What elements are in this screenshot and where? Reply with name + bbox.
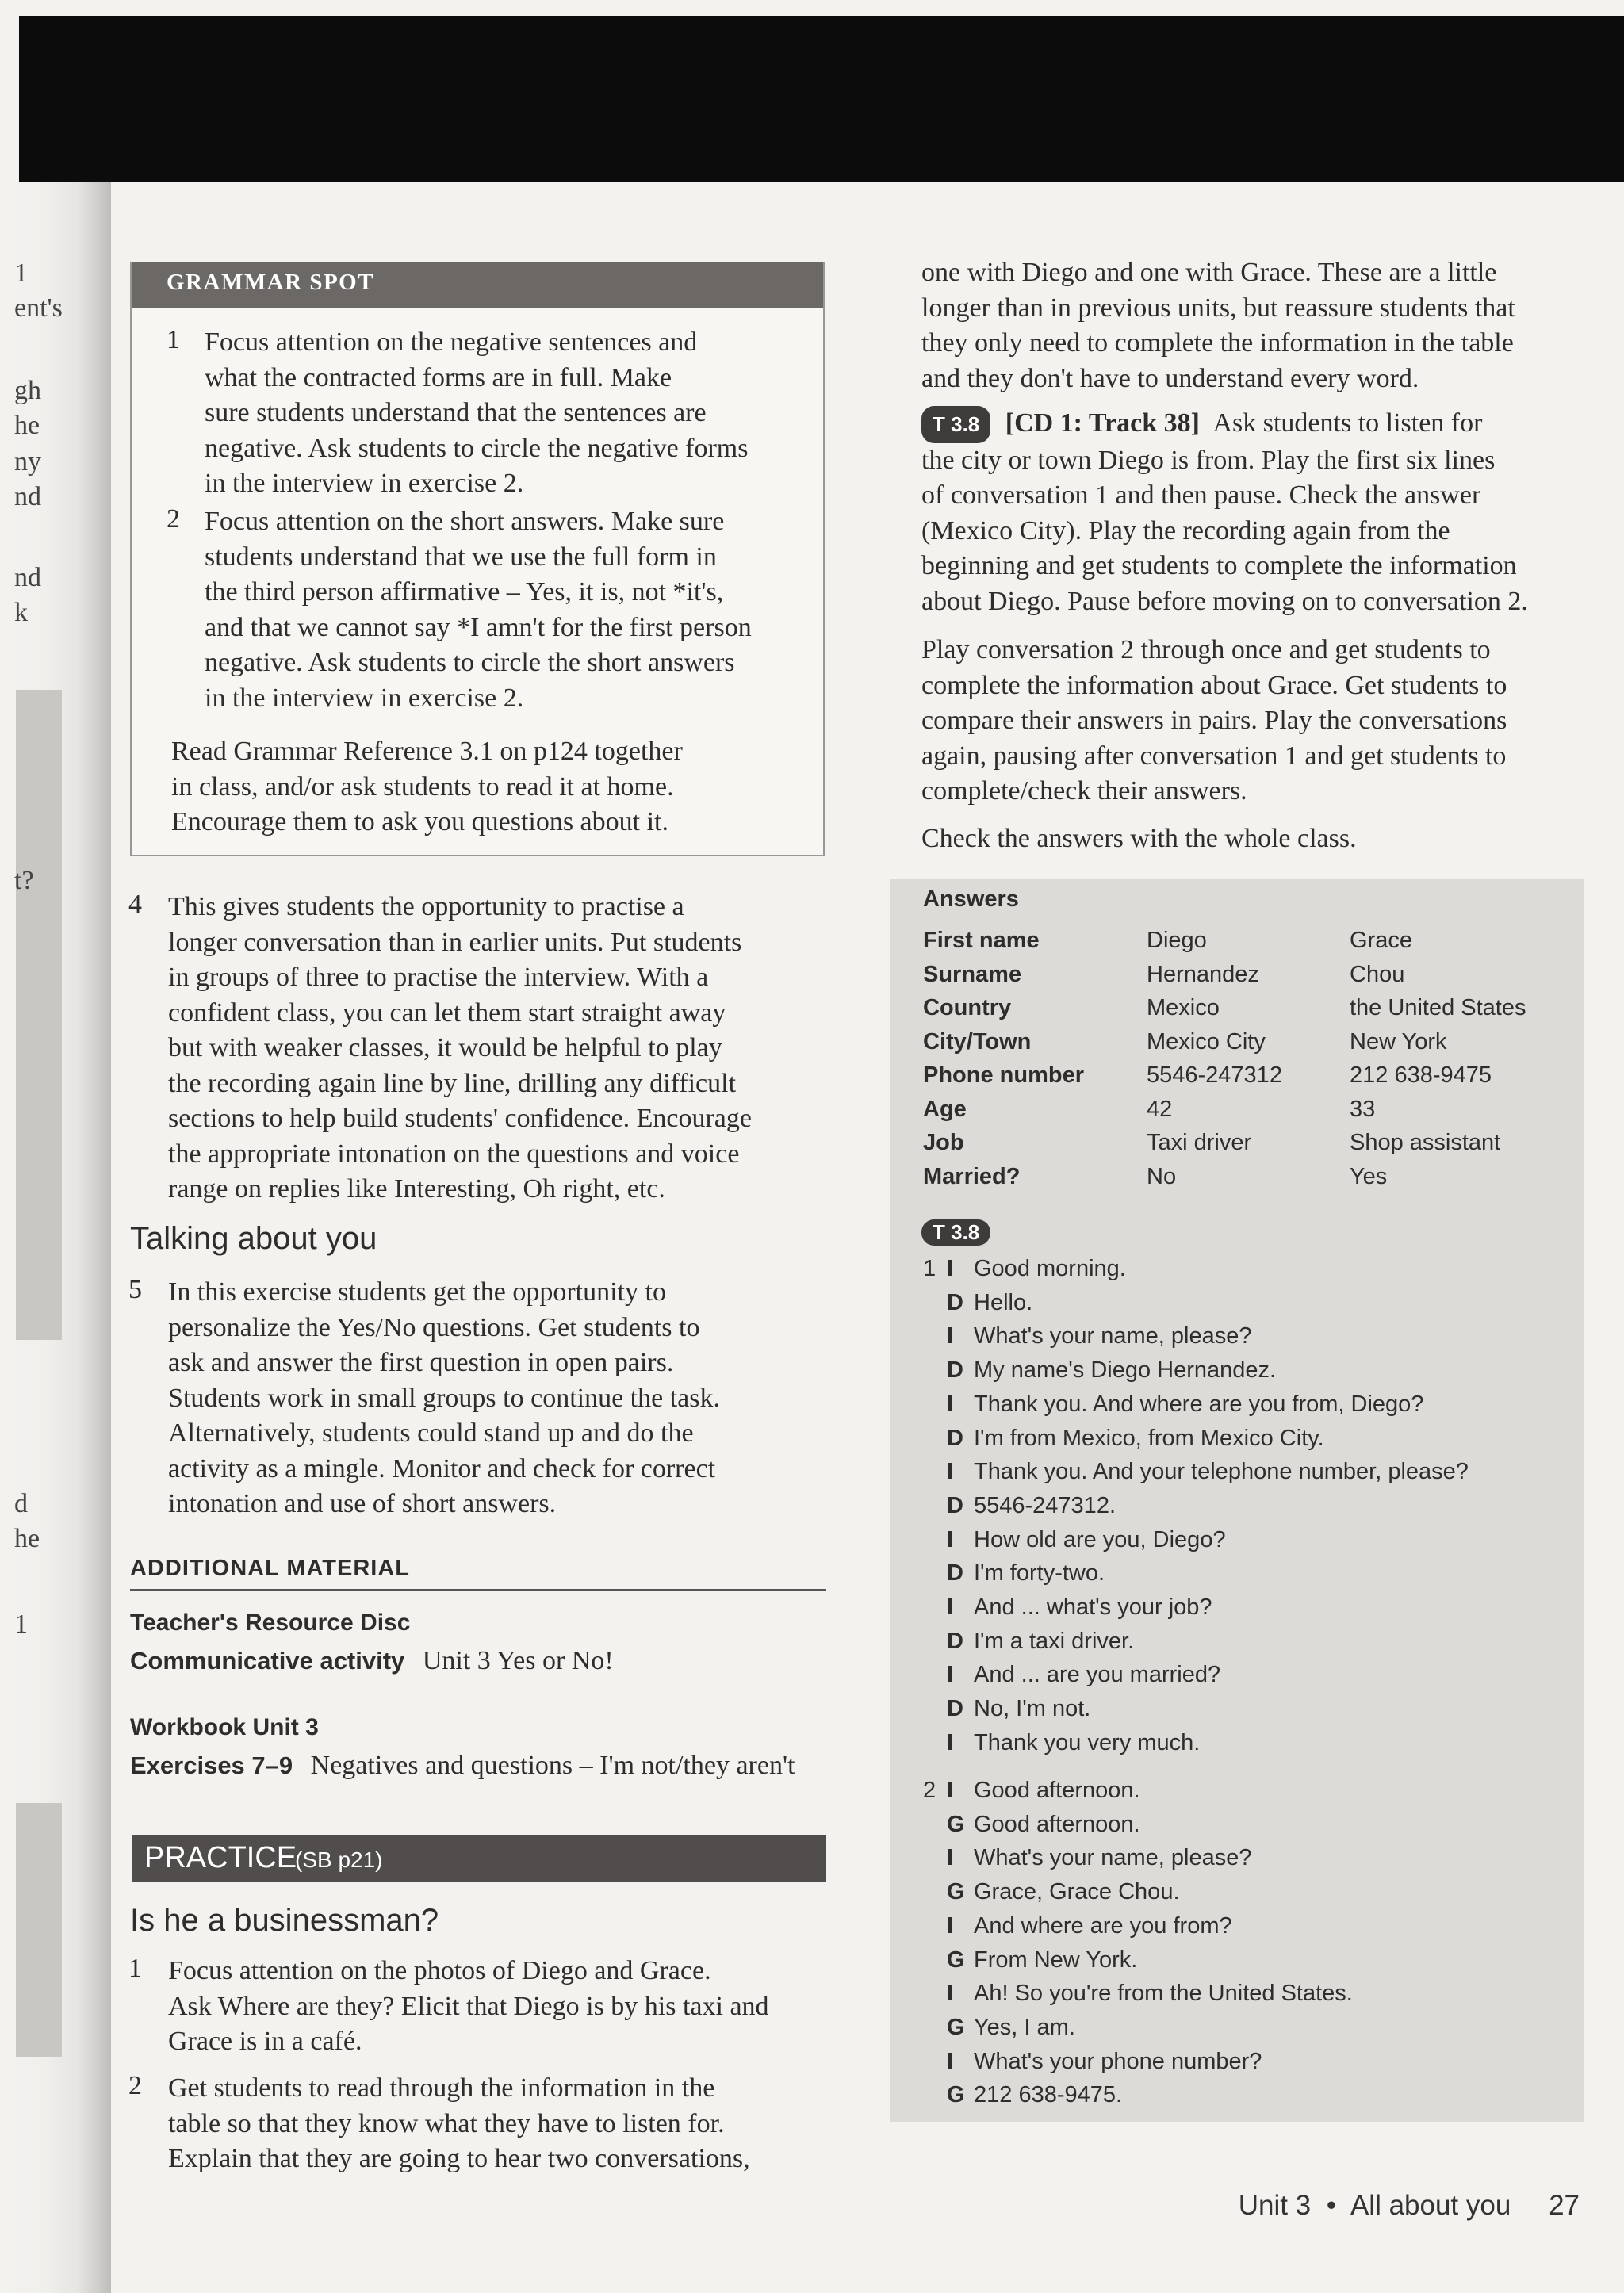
transcript-text: Thank you very much. <box>974 1729 1201 1755</box>
answer-diego-value: 42 <box>1147 1096 1173 1122</box>
text-line: Focus attention on the negative sentences and <box>205 327 698 357</box>
talking-about-you-heading: Talking about you <box>130 1221 377 1256</box>
conversation-number: 1 <box>923 1256 936 1281</box>
item-number: 1 <box>167 325 180 354</box>
text-line: confident class, you can let them start straight away <box>168 997 726 1028</box>
workbook-title: Workbook Unit 3 <box>130 1714 319 1740</box>
footer-unit: Unit 3 <box>1238 2190 1312 2221</box>
activity-text: Unit 3 Yes or No! <box>422 1646 614 1675</box>
practice-subheading: Is he a businessman? <box>130 1903 439 1938</box>
track-label: [CD 1: Track 38] <box>1005 408 1200 438</box>
footer-title: All about you <box>1350 2190 1511 2221</box>
conversation-number: 2 <box>923 1778 936 1803</box>
grammar-spot-box <box>130 262 825 856</box>
transcript-line <box>923 1323 1252 1349</box>
text-line: Encourage them to ask you questions about it. <box>171 807 668 836</box>
transcript-line <box>923 1981 1353 2007</box>
speaker-initial: I <box>947 1459 954 1485</box>
speaker-initial: I <box>947 1981 954 2007</box>
transcript-line <box>923 1560 1105 1587</box>
transcript-text: Good afternoon. <box>974 1778 1140 1803</box>
item-number: 4 <box>128 890 142 919</box>
transcript-line <box>923 1290 1032 1316</box>
text-line: Read Grammar Reference 3.1 on p124 together <box>171 737 683 766</box>
text-line: again, pausing after conversation 1 and get students to <box>921 741 1507 771</box>
text-line: Focus attention on the photos of Diego and Grace. <box>168 1956 711 1985</box>
transcript-line <box>923 1256 1126 1282</box>
text-line: in class, and/or ask students to read it at home. <box>171 771 674 802</box>
text-line: longer conversation than in earlier units. Put students <box>168 927 742 957</box>
exercises-text: Negatives and questions – I'm not/they aren't <box>310 1751 795 1780</box>
text-line: negative. Ask students to circle the short answers <box>205 648 735 677</box>
speaker-initial: I <box>947 1323 954 1349</box>
text-line: Play conversation 2 through once and get students to <box>921 635 1491 664</box>
speaker-initial: G <box>947 1811 965 1837</box>
fragment-text: nd <box>14 482 41 511</box>
text-line: and that we cannot say *I amn't for the first person <box>205 612 752 642</box>
answer-grace-value: New York <box>1350 1028 1447 1055</box>
text-line: longer than in previous units, but reassure students that <box>921 293 1515 323</box>
transcript-text: What's your name, please? <box>974 1845 1252 1871</box>
transcript-badge-wrap <box>921 1219 990 1246</box>
transcript-text: My name's Diego Hernandez. <box>974 1357 1277 1384</box>
transcript-text: 212 638-9475. <box>974 2082 1123 2108</box>
text-line: students understand that we use the full form in <box>205 542 717 572</box>
answer-grace-value: Yes <box>1350 1163 1388 1189</box>
section-rule <box>130 1589 826 1591</box>
text-line: range on replies like Interesting, Oh right, etc. <box>168 1174 665 1204</box>
transcript-line <box>923 1730 1200 1756</box>
speaker-initial: I <box>947 1391 954 1417</box>
speaker-initial: G <box>947 1947 965 1973</box>
text-line: Explain that they are going to hear two conversations, <box>168 2144 750 2173</box>
text-line: compare their answers in pairs. Play the conversations <box>921 706 1507 735</box>
transcript-line <box>923 1845 1252 1871</box>
text-line: the appropriate intonation on the questions and voice <box>168 1139 740 1169</box>
answer-grace-value: Grace <box>1350 928 1412 953</box>
text-line: Ask Where are they? Elicit that Diego is by his taxi and <box>168 1991 769 2021</box>
transcript-line <box>923 1594 1212 1621</box>
text-line: Focus attention on the short answers. Make sure <box>205 507 725 536</box>
speaker-initial: D <box>947 1289 963 1315</box>
right-column-intro <box>921 255 1515 396</box>
track-instructions <box>921 406 1528 619</box>
transcript-line <box>923 1391 1423 1418</box>
speaker-initial: I <box>947 1662 954 1688</box>
text-line: intonation and use of short answers. <box>168 1489 557 1518</box>
answer-row-label: First name <box>923 928 1040 953</box>
text-line: This gives students the opportunity to practise a <box>168 892 684 921</box>
text-line: complete/check their answers. <box>921 776 1247 806</box>
answer-row-label: Phone number <box>923 1062 1085 1088</box>
transcript-text: And ... what's your job? <box>974 1594 1212 1620</box>
transcript-text: And ... are you married? <box>974 1662 1221 1688</box>
answers-panel <box>890 879 1584 2122</box>
text-line <box>921 406 1528 443</box>
practice-title: PRACTICE <box>144 1841 297 1874</box>
transcript-line <box>923 1357 1276 1384</box>
text-line: Students work in small groups to continue the task. <box>168 1383 720 1413</box>
transcript-text: What's your phone number? <box>974 2048 1262 2074</box>
top-black-band <box>19 16 1624 182</box>
text-line: what the contracted forms are in full. Make <box>205 362 672 392</box>
check-answers-text <box>921 821 1357 857</box>
answer-row-label: Country <box>923 995 1012 1020</box>
text-line: table so that they know what they have to listen for. <box>168 2108 725 2138</box>
text-line: Check the answers with the whole class. <box>921 824 1357 853</box>
answer-diego-value: 5546-247312 <box>1147 1062 1282 1088</box>
transcript-line <box>923 2015 1075 2041</box>
communicative-activity-line <box>130 1646 614 1676</box>
transcript-text: I'm from Mexico, from Mexico City. <box>974 1425 1324 1451</box>
text-line: about Diego. Pause before moving on to conversation 2. <box>921 586 1528 616</box>
grammar-item-1 <box>205 325 748 502</box>
text-line: sections to help build students' confidence. Encourage <box>168 1104 752 1133</box>
footer-bullet: • <box>1326 2190 1337 2221</box>
transcript-text: Yes, I am. <box>974 2014 1075 2040</box>
text-line: Alternatively, students could stand up and do the <box>168 1418 694 1448</box>
speaker-initial: D <box>947 1492 963 1518</box>
exercises-label: Exercises 7–9 <box>130 1751 293 1779</box>
additional-material-heading: ADDITIONAL MATERIAL <box>130 1556 411 1581</box>
speaker-initial: G <box>947 2082 965 2108</box>
text-line: activity as a mingle. Monitor and check for correct <box>168 1453 716 1483</box>
text-line: Grace is in a café. <box>168 2027 362 2056</box>
transcript-text: Thank you. And where are you from, Diego? <box>974 1391 1424 1417</box>
speaker-initial: I <box>947 1845 954 1871</box>
transcript-text: How old are you, Diego? <box>974 1526 1226 1552</box>
exercise-4-text <box>168 890 752 1208</box>
text-line: In this exercise students get the opportunity to <box>168 1277 666 1307</box>
speaker-initial: I <box>947 1256 954 1281</box>
transcript-line <box>923 2049 1262 2075</box>
text-line: Get students to read through the information in the <box>168 2073 715 2103</box>
transcript-text: I'm a taxi driver. <box>974 1628 1135 1654</box>
answer-row-label: Job <box>923 1130 964 1155</box>
text-line: they only need to complete the information in the table <box>921 328 1514 358</box>
answer-grace-value: 33 <box>1350 1096 1376 1122</box>
practice-item-2 <box>168 2071 750 2177</box>
transcript-line <box>923 2082 1122 2108</box>
item-number: 5 <box>128 1275 142 1304</box>
transcript-line <box>923 1879 1180 1905</box>
answer-diego-value: Diego <box>1147 928 1207 953</box>
answer-row-label: Age <box>923 1096 967 1122</box>
answer-grace-value: Shop assistant <box>1350 1130 1501 1155</box>
text-line: beginning and get students to complete the information <box>921 551 1517 580</box>
fragment-text: 1 <box>14 258 28 288</box>
exercise-5-text <box>168 1275 720 1522</box>
practice-banner <box>132 1835 826 1882</box>
transcript-text: And where are you from? <box>974 1912 1232 1939</box>
answer-diego-value: Mexico City <box>1147 1028 1266 1055</box>
text-line: complete the information about Grace. Get students to <box>921 670 1507 700</box>
answer-row-label: City/Town <box>923 1028 1032 1055</box>
transcript-text: 5546-247312. <box>974 1492 1116 1518</box>
answers-title: Answers <box>923 886 1019 912</box>
fragment-text: d <box>14 1489 28 1518</box>
speaker-initial: G <box>947 1879 965 1905</box>
practice-item-1 <box>168 1954 769 2060</box>
grammar-reference-note <box>171 734 683 840</box>
transcript-line <box>923 1459 1469 1485</box>
fragment-text: gh <box>14 376 41 405</box>
facing-page-fragments <box>0 182 102 2293</box>
transcript-line <box>923 1493 1116 1519</box>
item-number: 2 <box>167 504 180 534</box>
answer-diego-value: Taxi driver <box>1147 1130 1252 1155</box>
transcript-text: From New York. <box>974 1947 1138 1973</box>
transcript-text: Ah! So you're from the United States. <box>974 1981 1353 2007</box>
speaker-initial: D <box>947 1628 963 1654</box>
conversation-2-instructions <box>921 633 1507 810</box>
transcript-text: Thank you. And your telephone number, please? <box>974 1459 1469 1485</box>
transcript-line <box>923 1913 1232 1939</box>
page-number: 27 <box>1549 2190 1580 2221</box>
speaker-initial: D <box>947 1425 963 1451</box>
track-badge: T 3.8 <box>921 406 990 443</box>
fragment-text: he <box>14 1524 40 1553</box>
transcript-line <box>923 1527 1226 1553</box>
page-footer <box>1239 2190 1580 2222</box>
text-line: in the interview in exercise 2. <box>205 683 524 713</box>
answer-grace-value: Chou <box>1350 961 1405 987</box>
text-line: and they don't have to understand every word. <box>921 363 1419 393</box>
transcript-line <box>923 1812 1140 1838</box>
transcript-text: What's your name, please? <box>974 1323 1252 1349</box>
text-line: the city or town Diego is from. Play the first six lines <box>921 445 1496 475</box>
transcript-badge: T 3.8 <box>921 1219 990 1246</box>
workbook-exercises-line <box>130 1751 795 1781</box>
speaker-initial: I <box>947 1912 954 1939</box>
speaker-initial: D <box>947 1357 963 1384</box>
speaker-initial: I <box>947 1594 954 1620</box>
transcript-text: I'm forty-two. <box>974 1560 1105 1587</box>
answer-grace-value: 212 638-9475 <box>1350 1062 1492 1088</box>
transcript-text: Hello. <box>974 1289 1033 1315</box>
grammar-spot-title: GRAMMAR SPOT <box>167 270 375 295</box>
grammar-item-2 <box>205 504 752 716</box>
answer-row-label: Married? <box>923 1163 1021 1189</box>
speaker-initial: I <box>947 1729 954 1755</box>
text-line: in the interview in exercise 2. <box>205 469 524 498</box>
teachers-resource-disc-title: Teacher's Resource Disc <box>130 1610 411 1636</box>
activity-label: Communicative activity <box>130 1647 405 1675</box>
text-line: in groups of three to practise the interview. With a <box>168 963 709 992</box>
fragment-text: t? <box>14 866 34 895</box>
fragment-text: ny <box>14 447 41 477</box>
text-line: personalize the Yes/No questions. Get students to <box>168 1312 700 1342</box>
item-number: 1 <box>128 1954 142 1983</box>
answer-diego-value: Mexico <box>1147 995 1220 1020</box>
speaker-initial: D <box>947 1696 963 1722</box>
transcript-text: Grace, Grace Chou. <box>974 1879 1180 1905</box>
transcript-line <box>923 1696 1090 1722</box>
text-line: (Mexico City). Play the recording again from the <box>921 515 1450 545</box>
track-first-line: Ask students to listen for <box>1212 408 1483 438</box>
text-line: the recording again line by line, drilling any difficult <box>168 1068 737 1098</box>
text-line: ask and answer the first question in open pairs. <box>168 1348 674 1377</box>
answer-grace-value: the United States <box>1350 995 1526 1020</box>
text-line: negative. Ask students to circle the negative forms <box>205 433 749 463</box>
transcript-line <box>923 1662 1220 1688</box>
transcript-line <box>923 1426 1324 1452</box>
fragment-text: nd <box>14 563 41 592</box>
speaker-initial: D <box>947 1560 963 1587</box>
fragment-text: ent's <box>14 293 63 323</box>
fragment-text: k <box>14 598 28 627</box>
answer-diego-value: Hernandez <box>1147 961 1259 987</box>
speaker-initial: I <box>947 1778 954 1803</box>
fragment-text: 1 <box>14 1610 28 1639</box>
transcript-text: No, I'm not. <box>974 1696 1091 1722</box>
transcript-line <box>923 1629 1134 1655</box>
speaker-initial: G <box>947 2014 965 2040</box>
practice-ref: (SB p21) <box>295 1847 383 1872</box>
text-line: of conversation 1 and then pause. Check the answer <box>921 480 1481 510</box>
transcript-text: Good afternoon. <box>974 1811 1140 1837</box>
text-line: but with weaker classes, it would be helpful to play <box>168 1033 722 1062</box>
text-line: the third person affirmative – Yes, it is, not *it's, <box>205 577 724 607</box>
transcript-line <box>923 1778 1140 1804</box>
text-line: one with Diego and one with Grace. These are a little <box>921 258 1497 287</box>
transcript-line <box>923 1947 1137 1973</box>
fragment-text: he <box>14 411 40 440</box>
speaker-initial: I <box>947 2048 954 2074</box>
item-number: 2 <box>128 2071 142 2100</box>
speaker-initial: I <box>947 1526 954 1552</box>
answer-diego-value: No <box>1147 1163 1177 1189</box>
text-line: sure students understand that the sentences are <box>205 398 707 427</box>
transcript-text: Good morning. <box>974 1256 1126 1281</box>
answer-row-label: Surname <box>923 961 1022 987</box>
grammar-spot-header <box>132 262 823 308</box>
